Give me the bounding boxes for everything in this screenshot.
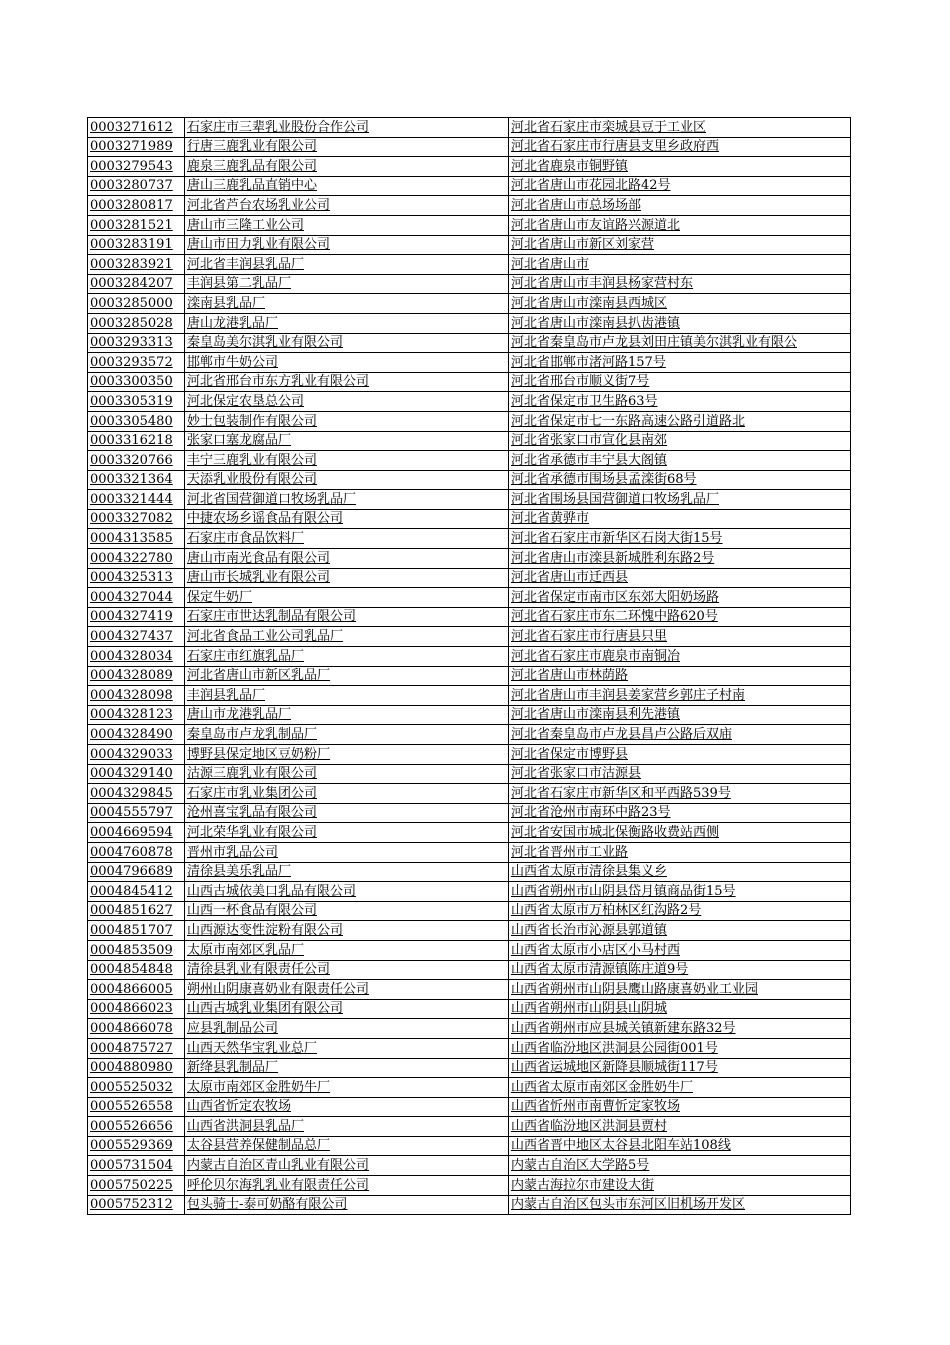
company-code-cell: 0004555797 (88, 803, 185, 823)
table-row (88, 745, 851, 765)
company-address-cell: 河北省邢台市顺义街7号 (509, 372, 851, 392)
company-address-cell: 河北省唐山市友谊路兴源道北 (509, 215, 851, 235)
company-name-cell: 张家口塞龙腐品厂 (185, 431, 509, 451)
company-name-cell: 保定牛奶厂 (185, 588, 509, 608)
company-address-cell: 河北省承德市丰宁县大阁镇 (509, 451, 851, 471)
company-code-cell: 0003321444 (88, 490, 185, 510)
company-name-cell: 太原市南郊区金胜奶牛厂 (185, 1078, 509, 1098)
company-address-cell: 河北省秦皇岛市卢龙县刘田庄镇美尔淇乳业有限公 (509, 333, 851, 353)
company-name-cell: 晋州市乳品公司 (185, 842, 509, 862)
company-address-cell: 河北省张家口市宣化县南郊 (509, 431, 851, 451)
company-address-cell: 河北省鹿泉市铜野镇 (509, 157, 851, 177)
company-code-cell: 0003283921 (88, 255, 185, 275)
company-address-cell: 河北省石家庄市新华区石岗大街15号 (509, 529, 851, 549)
company-name-cell: 河北荣华乳业有限公司 (185, 823, 509, 843)
company-name-cell: 太谷县营养保健制品总厂 (185, 1136, 509, 1156)
company-name-cell: 河北省食品工业公司乳品厂 (185, 627, 509, 647)
company-address-cell: 河北省保定市博野县 (509, 745, 851, 765)
company-name-cell: 天添乳业股份有限公司 (185, 470, 509, 490)
company-address-cell: 内蒙古自治区包头市东河区旧机场开发区 (509, 1195, 851, 1215)
company-address-cell: 山西省朔州市山阴县鹰山路康喜奶业工业园 (509, 980, 851, 1000)
company-address-cell: 河北省唐山市滦南县利先港镇 (509, 705, 851, 725)
company-address-cell: 河北省唐山市滦南县扒齿港镇 (509, 313, 851, 333)
company-address-cell: 河北省石家庄市行唐县支里乡政府西 (509, 137, 851, 157)
table-row (88, 725, 851, 745)
company-code-cell: 0004329033 (88, 745, 185, 765)
company-name-cell: 秦皇岛美尔淇乳业有限公司 (185, 333, 509, 353)
company-address-cell: 河北省唐山市丰润县姜家营乡郭庄子村南 (509, 686, 851, 706)
company-code-cell: 0004880980 (88, 1058, 185, 1078)
company-code-cell: 0004328123 (88, 705, 185, 725)
company-code-cell: 0005731504 (88, 1156, 185, 1176)
company-address-cell: 内蒙古海拉尔市建设大街 (509, 1176, 851, 1196)
company-name-cell: 秦皇岛市卢龙乳制品厂 (185, 725, 509, 745)
table-row (88, 333, 851, 353)
company-address-cell: 山西省临汾地区洪洞县公园街001号 (509, 1038, 851, 1058)
company-code-cell: 0004325313 (88, 568, 185, 588)
company-address-cell: 河北省石家庄市行唐县只里 (509, 627, 851, 647)
company-address-cell: 山西省太原市小店区小马村西 (509, 940, 851, 960)
company-code-cell: 0004866023 (88, 999, 185, 1019)
company-code-cell: 0004328490 (88, 725, 185, 745)
company-name-cell: 山西古城依美口乳品有限公司 (185, 882, 509, 902)
table-row (88, 392, 851, 412)
company-address-cell: 河北省保定市南市区东郊大阳奶场路 (509, 588, 851, 608)
company-code-cell: 0004866078 (88, 1019, 185, 1039)
company-name-cell: 沽源三鹿乳业有限公司 (185, 764, 509, 784)
table-row (88, 372, 851, 392)
table-row (88, 686, 851, 706)
table-row (88, 1019, 851, 1039)
company-name-cell: 唐山市长城乳业有限公司 (185, 568, 509, 588)
company-code-cell: 0003285028 (88, 313, 185, 333)
company-address-cell: 内蒙古自治区大学路5号 (509, 1156, 851, 1176)
company-code-cell: 0005525032 (88, 1078, 185, 1098)
table-row (88, 588, 851, 608)
company-code-cell: 0004866005 (88, 980, 185, 1000)
table-row (88, 999, 851, 1019)
company-code-cell: 0004851627 (88, 901, 185, 921)
company-name-cell: 唐山市田力乳业有限公司 (185, 235, 509, 255)
table-row (88, 549, 851, 569)
table-row (88, 176, 851, 196)
company-name-cell: 石家庄市三辈乳业股份合作公司 (185, 118, 509, 138)
company-name-cell: 丰宁三鹿乳业有限公司 (185, 451, 509, 471)
company-code-cell: 0003279543 (88, 157, 185, 177)
company-address-cell: 河北省唐山市丰润县杨家营村东 (509, 274, 851, 294)
company-name-cell: 唐山龙港乳品厂 (185, 313, 509, 333)
table-row (88, 568, 851, 588)
table-row (88, 1176, 851, 1196)
company-code-cell: 0004327419 (88, 607, 185, 627)
company-name-cell: 山西源达变性淀粉有限公司 (185, 921, 509, 941)
company-address-cell: 河北省张家口市沽源县 (509, 764, 851, 784)
company-table-body (88, 118, 851, 1215)
company-name-cell: 包头骑士-泰可奶酪有限公司 (185, 1195, 509, 1215)
company-code-cell: 0003327082 (88, 509, 185, 529)
company-name-cell: 滦南县乳品厂 (185, 294, 509, 314)
company-name-cell: 中捷农场乡谣食品有限公司 (185, 509, 509, 529)
company-address-cell: 河北省黄骅市 (509, 509, 851, 529)
table-row (88, 862, 851, 882)
company-code-cell: 0003316218 (88, 431, 185, 451)
table-row (88, 157, 851, 177)
company-name-cell: 博野县保定地区豆奶粉厂 (185, 745, 509, 765)
company-code-cell: 0003271989 (88, 137, 185, 157)
company-address-cell: 河北省唐山市林荫路 (509, 666, 851, 686)
company-address-cell: 山西省太原市南郊区金胜奶牛厂 (509, 1078, 851, 1098)
company-address-cell: 山西省长治市沁源县郭道镇 (509, 921, 851, 941)
table-row (88, 607, 851, 627)
company-code-cell: 0003283191 (88, 235, 185, 255)
company-address-cell: 河北省秦皇岛市卢龙县昌卢公路后双庙 (509, 725, 851, 745)
company-code-cell: 0005529369 (88, 1136, 185, 1156)
table-row (88, 274, 851, 294)
table-row (88, 882, 851, 902)
company-name-cell: 呼伦贝尔海乳乳业有限责任公司 (185, 1176, 509, 1196)
company-code-cell: 0005526558 (88, 1097, 185, 1117)
company-address-cell: 河北省保定市七一东路高速公路引道路北 (509, 411, 851, 431)
table-row (88, 980, 851, 1000)
company-code-cell: 0004322780 (88, 549, 185, 569)
company-address-cell: 河北省唐山市总场场部 (509, 196, 851, 216)
company-name-cell: 唐山市南光食品有限公司 (185, 549, 509, 569)
company-name-cell: 河北保定农垦总公司 (185, 392, 509, 412)
company-code-cell: 0004313585 (88, 529, 185, 549)
table-row (88, 431, 851, 451)
company-address-cell: 山西省太原市万柏林区红沟路2号 (509, 901, 851, 921)
company-name-cell: 清徐县美乐乳品厂 (185, 862, 509, 882)
table-row (88, 255, 851, 275)
company-address-cell: 山西省朔州市山阴县岱月镇商品街15号 (509, 882, 851, 902)
company-code-cell: 0005526656 (88, 1117, 185, 1137)
company-code-cell: 0004327044 (88, 588, 185, 608)
company-code-cell: 0003284207 (88, 274, 185, 294)
company-code-cell: 0003281521 (88, 215, 185, 235)
company-name-cell: 河北省邢台市东方乳业有限公司 (185, 372, 509, 392)
company-code-cell: 0004329845 (88, 784, 185, 804)
table-row (88, 1156, 851, 1176)
company-address-cell: 河北省保定市卫生路63号 (509, 392, 851, 412)
company-code-cell: 0003305480 (88, 411, 185, 431)
company-code-cell: 0004328098 (88, 686, 185, 706)
company-name-cell: 石家庄市乳业集团公司 (185, 784, 509, 804)
company-name-cell: 唐山市三隆工业公司 (185, 215, 509, 235)
company-code-cell: 0004851707 (88, 921, 185, 941)
company-address-cell: 河北省安国市城北保衡路收费站西侧 (509, 823, 851, 843)
company-code-cell: 0003293313 (88, 333, 185, 353)
company-name-cell: 朔州山阴康喜奶业有限责任公司 (185, 980, 509, 1000)
company-code-cell: 0005752312 (88, 1195, 185, 1215)
table-row (88, 1136, 851, 1156)
company-name-cell: 应县乳制品公司 (185, 1019, 509, 1039)
company-code-cell: 0003321364 (88, 470, 185, 490)
company-name-cell: 河北省芦台农场乳业公司 (185, 196, 509, 216)
company-address-cell: 河北省石家庄市栾城县豆于工业区 (509, 118, 851, 138)
table-row (88, 960, 851, 980)
table-row (88, 842, 851, 862)
table-row (88, 215, 851, 235)
company-address-cell: 山西省晋中地区太谷县北阳车站108线 (509, 1136, 851, 1156)
table-row (88, 666, 851, 686)
company-code-cell: 0003293572 (88, 353, 185, 373)
company-address-cell: 河北省唐山市 (509, 255, 851, 275)
company-name-cell: 太原市南郊区乳品厂 (185, 940, 509, 960)
company-name-cell: 新绛县乳制品厂 (185, 1058, 509, 1078)
company-table (87, 117, 851, 1215)
company-address-cell: 河北省沧州市南环中路23号 (509, 803, 851, 823)
company-code-cell: 0003280737 (88, 176, 185, 196)
company-code-cell: 0004329140 (88, 764, 185, 784)
table-row (88, 137, 851, 157)
table-row (88, 647, 851, 667)
company-address-cell: 河北省晋州市工业路 (509, 842, 851, 862)
company-address-cell: 河北省围场县国营御道口牧场乳品厂 (509, 490, 851, 510)
company-address-cell: 河北省唐山市花园北路42号 (509, 176, 851, 196)
company-name-cell: 唐山市龙港乳品厂 (185, 705, 509, 725)
company-name-cell: 丰润县第二乳品厂 (185, 274, 509, 294)
table-row (88, 451, 851, 471)
company-name-cell: 石家庄市世达乳制品有限公司 (185, 607, 509, 627)
company-name-cell: 山西省忻定农牧场 (185, 1097, 509, 1117)
company-address-cell: 山西省朔州市应县城关镇新建东路32号 (509, 1019, 851, 1039)
company-name-cell: 河北省丰润县乳品厂 (185, 255, 509, 275)
table-row (88, 470, 851, 490)
company-name-cell: 鹿泉三鹿乳品有限公司 (185, 157, 509, 177)
company-name-cell: 山西古城乳业集团有限公司 (185, 999, 509, 1019)
table-row (88, 118, 851, 138)
company-code-cell: 0003280817 (88, 196, 185, 216)
table-row (88, 764, 851, 784)
table-row (88, 1058, 851, 1078)
company-address-cell: 河北省石家庄市东二环愧中路620号 (509, 607, 851, 627)
company-name-cell: 清徐县乳业有限责任公司 (185, 960, 509, 980)
company-address-cell: 河北省唐山市滦县新城胜利东路2号 (509, 549, 851, 569)
table-row (88, 294, 851, 314)
company-name-cell: 妙士包装制作有限公司 (185, 411, 509, 431)
company-address-cell: 河北省唐山市滦南县西城区 (509, 294, 851, 314)
table-row (88, 705, 851, 725)
company-name-cell: 行唐三鹿乳业有限公司 (185, 137, 509, 157)
company-name-cell: 石家庄市红旗乳品厂 (185, 647, 509, 667)
table-row (88, 1117, 851, 1137)
table-row (88, 1078, 851, 1098)
company-address-cell: 河北省石家庄市新华区和平西路539号 (509, 784, 851, 804)
table-row (88, 784, 851, 804)
table-row (88, 627, 851, 647)
company-code-cell: 0003285000 (88, 294, 185, 314)
company-name-cell: 石家庄市食品饮料厂 (185, 529, 509, 549)
table-row (88, 823, 851, 843)
company-name-cell: 沧州喜宝乳品有限公司 (185, 803, 509, 823)
table-row (88, 1097, 851, 1117)
company-address-cell: 河北省邯郸市渚河路157号 (509, 353, 851, 373)
table-row (88, 509, 851, 529)
company-name-cell: 山西省洪洞县乳品厂 (185, 1117, 509, 1137)
table-row (88, 490, 851, 510)
table-row (88, 803, 851, 823)
company-code-cell: 0004328034 (88, 647, 185, 667)
company-code-cell: 0004796689 (88, 862, 185, 882)
table-row (88, 196, 851, 216)
company-code-cell: 0003271612 (88, 118, 185, 138)
company-address-cell: 河北省石家庄市鹿泉市南铜冶 (509, 647, 851, 667)
table-row (88, 529, 851, 549)
company-code-cell: 0004845412 (88, 882, 185, 902)
company-address-cell: 河北省承德市围场县孟滦街68号 (509, 470, 851, 490)
company-name-cell: 河北省唐山市新区乳品厂 (185, 666, 509, 686)
company-address-cell: 山西省忻州市南曹忻定家牧场 (509, 1097, 851, 1117)
company-name-cell: 唐山三鹿乳品直销中心 (185, 176, 509, 196)
company-code-cell: 0004328089 (88, 666, 185, 686)
company-name-cell: 邯郸市牛奶公司 (185, 353, 509, 373)
table-row (88, 940, 851, 960)
company-name-cell: 山西天然华宝乳业总厂 (185, 1038, 509, 1058)
company-code-cell: 0003320766 (88, 451, 185, 471)
company-code-cell: 0004854848 (88, 960, 185, 980)
company-name-cell: 丰润县乳品厂 (185, 686, 509, 706)
company-code-cell: 0003305319 (88, 392, 185, 412)
table-row (88, 901, 851, 921)
company-address-cell: 山西省太原市清源镇陈庄道9号 (509, 960, 851, 980)
company-code-cell: 0004669594 (88, 823, 185, 843)
company-code-cell: 0004327437 (88, 627, 185, 647)
company-name-cell: 河北省国营御道口牧场乳品厂 (185, 490, 509, 510)
company-address-cell: 河北省唐山市新区刘家营 (509, 235, 851, 255)
table-row (88, 411, 851, 431)
company-code-cell: 0005750225 (88, 1176, 185, 1196)
company-code-cell: 0003300350 (88, 372, 185, 392)
table-row (88, 235, 851, 255)
company-code-cell: 0004875727 (88, 1038, 185, 1058)
company-address-cell: 山西省朔州市山阴县山阴城 (509, 999, 851, 1019)
table-row (88, 1038, 851, 1058)
table-row (88, 353, 851, 373)
company-address-cell: 河北省唐山市迁西县 (509, 568, 851, 588)
table-row (88, 921, 851, 941)
company-name-cell: 山西一杯食品有限公司 (185, 901, 509, 921)
table-row (88, 313, 851, 333)
company-code-cell: 0004760878 (88, 842, 185, 862)
table-row (88, 1195, 851, 1215)
company-address-cell: 山西省太原市清徐县集义乡 (509, 862, 851, 882)
company-name-cell: 内蒙古自治区青山乳业有限公司 (185, 1156, 509, 1176)
company-address-cell: 山西省运城地区新降县顺城街117号 (509, 1058, 851, 1078)
company-code-cell: 0004853509 (88, 940, 185, 960)
company-address-cell: 山西省临汾地区洪洞县贾村 (509, 1117, 851, 1137)
